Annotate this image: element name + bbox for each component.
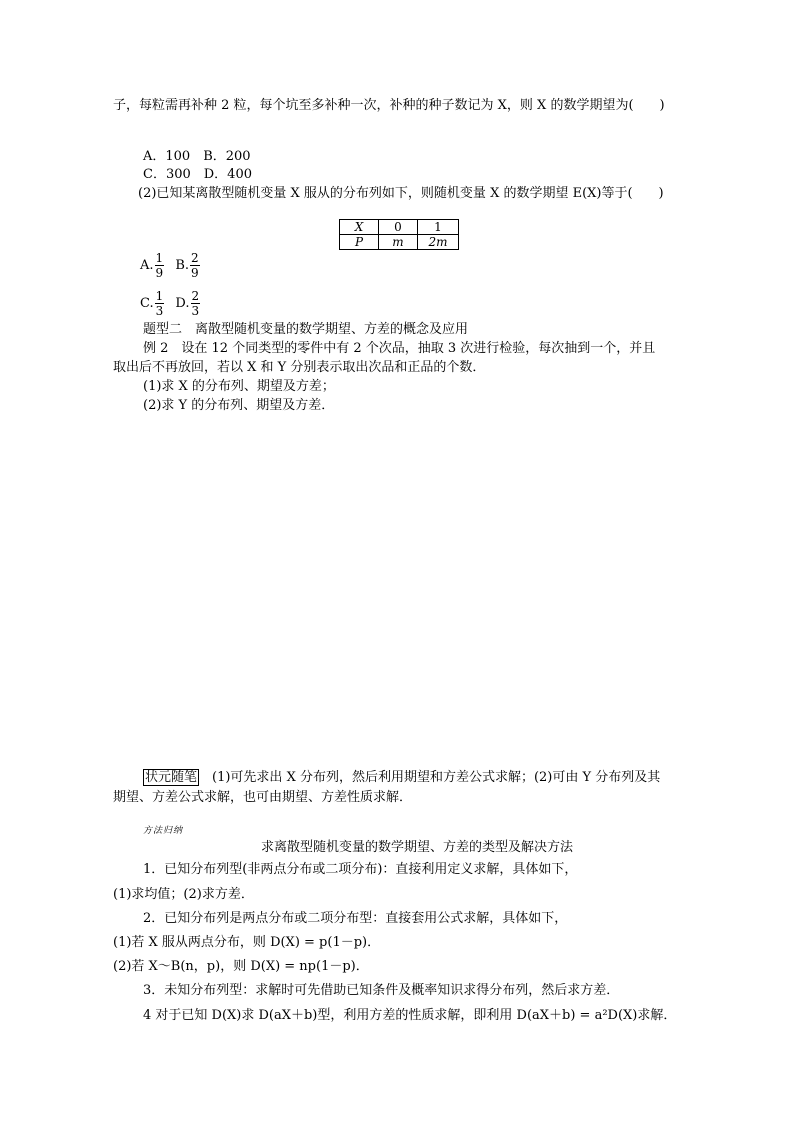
method-item: 4 对于已知 D(X)求 D(aX＋b)型，利用方差的性质求解，即利用 D(aX＋b) = a²D(X)求解． <box>143 1008 677 1023</box>
table-cell: 2m <box>428 235 448 249</box>
table-cell: m <box>392 235 404 249</box>
method-title: 求离散型随机变量的数学期望、方差的类型及解决方法 <box>261 840 574 855</box>
table-row <box>340 235 459 250</box>
choice-b-label: B. <box>175 258 189 273</box>
choice-d-label: D. <box>175 296 190 311</box>
q1-choice-row-1: A．100 B．200 <box>143 149 251 164</box>
table-cell: X <box>354 220 364 234</box>
method-item: 2．已知分布列是两点分布或二项分布型：直接套用公式求解，具体如下， <box>143 911 568 926</box>
method-item: (1)若 X 服从两点分布，则 D(X) = p(1－p)． <box>113 935 381 950</box>
fraction-c: $\frac{1}{3}$ <box>155 289 164 318</box>
note-label: 状元随笔 <box>145 770 198 785</box>
note-line-1 <box>143 769 660 787</box>
distribution-table <box>339 219 459 250</box>
q2-stem-text: (2)已知某离散型随机变量 X 服从的分布列如下，则随机变量 X 的数学期望 E(X)等于( ) <box>138 186 664 201</box>
method-label: 方法归纳 <box>143 826 184 836</box>
note-line-2: 期望、方差公式求解，也可由期望、方差性质求解． <box>113 790 413 805</box>
method-item: (1)求均值；(2)求方差． <box>113 887 254 902</box>
q2-choice-row-2 <box>140 288 201 320</box>
q2-choice-row-1 <box>140 250 201 282</box>
method-item: (2)若 X～B(n，p)，则 D(X) = np(1－p)． <box>113 959 369 974</box>
table-cell: 0 <box>379 220 418 235</box>
method-item: 1．已知分布列型(非两点分布或二项分布)：直接利用定义求解，具体如下， <box>143 862 578 877</box>
table-cell: P <box>354 235 364 249</box>
q1-intro-text: 子，每粒需再补种 2 粒，每个坑至多补种一次，补种的种子数记为 X，则 X 的数学期望为( ) <box>113 98 665 113</box>
method-item: 3．未知分布列型：求解时可先借助已知条件及概率知识求得分布列，然后求方差． <box>143 983 620 998</box>
q1-choice-row-2: C．300 D．400 <box>143 167 252 182</box>
table-cell: 1 <box>418 220 459 235</box>
choice-c-label: C. <box>140 296 154 311</box>
choice-a-label: A. <box>140 258 154 273</box>
example-2-line-2: 取出后不再放回，若以 X 和 Y 分别表示取出次品和正品的个数． <box>113 360 486 375</box>
section-title: 题型二 离散型随机变量的数学期望、方差的概念及应用 <box>143 322 469 337</box>
example-2-line-1: 例 2 设在 12 个同类型的零件中有 2 个次品，抽取 3 次进行检验，每次抽到一个，并且 <box>143 341 656 356</box>
table-row <box>340 220 459 235</box>
fraction-b: $\frac{2}{9}$ <box>191 251 199 280</box>
note-text-1: (1)可先求出 X 分布列，然后利用期望和方差公式求解；(2)可由 Y 分布列及其 <box>199 770 661 785</box>
example-2-question-2: (2)求 Y 的分布列、期望及方差． <box>143 398 335 413</box>
example-2-question-1: (1)求 X 的分布列、期望及方差； <box>143 379 335 394</box>
fraction-d: $\frac{2}{3}$ <box>191 289 200 318</box>
fraction-a: $\frac{1}{9}$ <box>155 251 164 280</box>
